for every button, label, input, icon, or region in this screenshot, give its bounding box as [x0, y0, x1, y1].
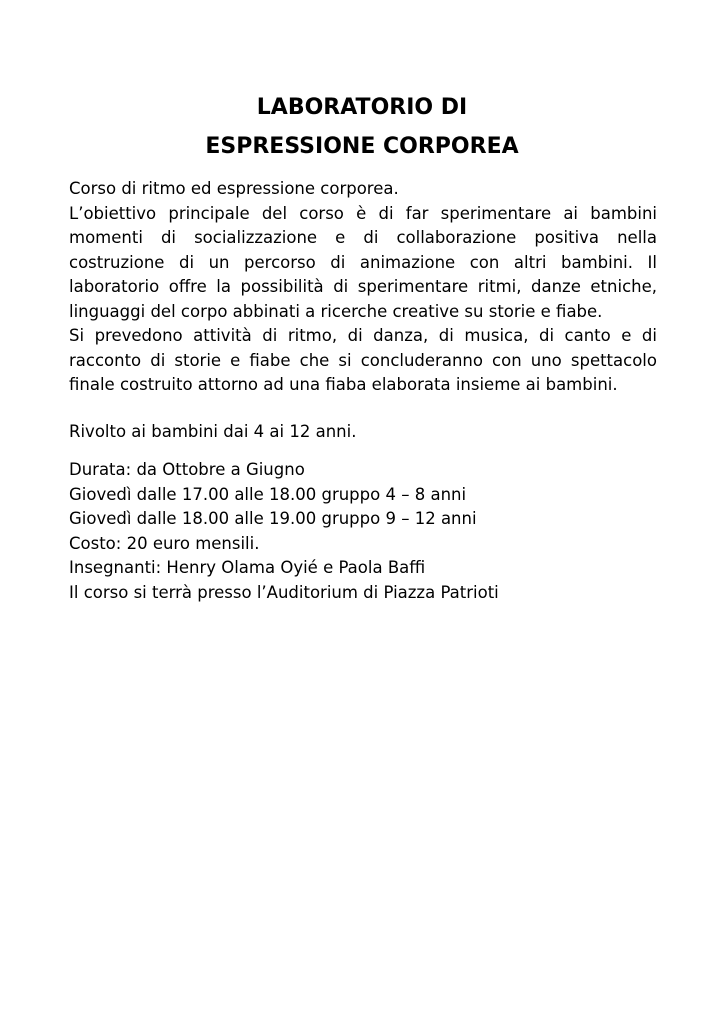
objective-paragraph: L’obiettivo principale del corso è di far sperimentare ai bambini momenti di socializzazione e di collaborazione positiva nella costruzione di un percorso di animazione con altri bambini. Il laboratorio offre la possibilità di sperimentare ritmi, danze etniche, linguaggi del corpo abbinati a ricerche creative su storie e fiabe. — [69, 203, 657, 321]
location-text: Il corso si terrà presso l’Auditorium di Piazza Patrioti — [69, 582, 499, 602]
target-audience-text: Rivolto ai bambini dai 4 ai 12 anni. — [69, 422, 357, 441]
target-audience — [69, 420, 657, 445]
title-line-1: LABORATORIO DI — [256, 95, 468, 120]
schedule-group-2: Giovedì dalle 18.00 alle 19.00 gruppo 9 – 12 anni — [69, 509, 477, 528]
title-line-2: ESPRESSIONE CORPOREA — [205, 134, 519, 159]
schedule-group-1: Giovedì dalle 17.00 alle 18.00 gruppo 4 – 8 anni — [69, 484, 467, 504]
course-description — [69, 177, 657, 398]
activities-paragraph: Si prevedono attività di ritmo, di danza, di musica, di canto e di racconto di storie e fiabe che si concluderanno con uno spettacolo finale costruito attorno ad una fiaba elaborata insieme ai bambini. — [69, 326, 657, 394]
teachers-text: Insegnanti: Henry Olama Oyié e Paola Baffi — [69, 558, 426, 577]
intro-line: Corso di ritmo ed espressione corporea. — [69, 179, 399, 198]
duration-text: Durata: da Ottobre a Giugno — [69, 460, 305, 479]
page-title — [0, 88, 724, 166]
course-details — [69, 458, 657, 605]
cost-text: Costo: 20 euro mensili. — [69, 533, 260, 553]
